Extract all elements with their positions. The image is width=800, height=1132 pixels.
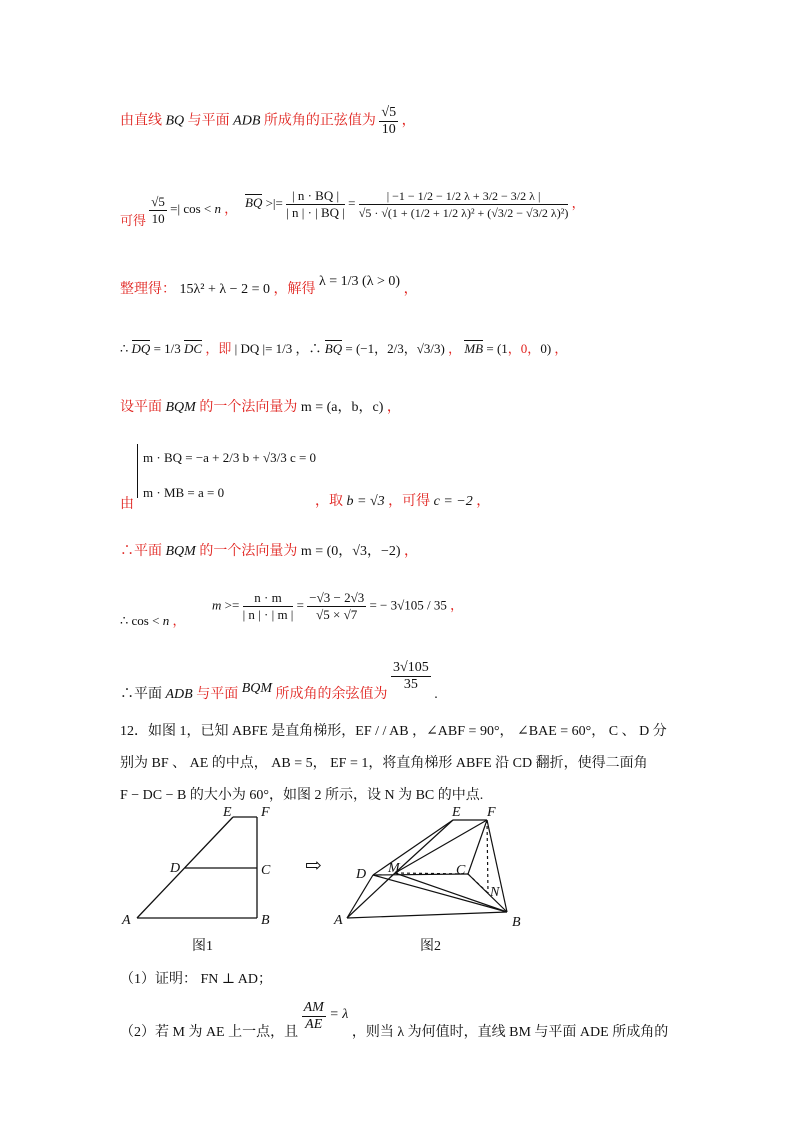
fig1-label-a: A xyxy=(122,913,131,928)
fig1-label-b: B xyxy=(261,913,270,928)
fig1-label-e: E xyxy=(223,805,232,820)
vector: m = (0，√3，−2) xyxy=(300,544,401,559)
text: 可得 xyxy=(120,213,147,229)
line-system xyxy=(120,493,134,513)
fig1-caption: 图1 xyxy=(192,939,213,954)
problem-line-3: F − DC − B 的大小为 60°，如图 2 所示，设 N 为 BC 的中点. xyxy=(120,788,484,803)
equation: m · MB = a = 0 xyxy=(143,485,225,500)
numerator: √5 xyxy=(151,194,165,209)
figure-1 xyxy=(137,817,257,918)
numerator: n · m xyxy=(243,590,294,607)
fig2-label-m: M xyxy=(388,861,400,876)
system-row-1 xyxy=(143,450,316,466)
denominator: 10 xyxy=(151,211,165,226)
denominator: 35 xyxy=(403,677,418,692)
vec-bq: BQ xyxy=(324,341,343,356)
text: = λ xyxy=(329,1006,349,1022)
denominator: | n | · | m | xyxy=(242,607,294,622)
arrow-icon: ⇨ xyxy=(305,855,322,877)
text: ， xyxy=(571,195,585,211)
fig2-label-b: B xyxy=(512,915,521,930)
fig2-label-d: D xyxy=(356,867,367,882)
var-adb: ADB xyxy=(165,686,193,702)
vec-dq: DQ xyxy=(131,341,151,356)
fig2-label-f: F xyxy=(487,805,496,820)
fig1-label-c: C xyxy=(261,863,271,878)
numerator: | −1 − 1/2 − 1/2 λ + 3/2 − 3/2 λ | xyxy=(359,188,569,205)
line-cos-result xyxy=(120,588,186,628)
problem-line-2: 别为 BF 、 AE 的中点， AB = 5， EF = 1，将直角梯形 ABFE 沿 CD 翻折，使得二面角 xyxy=(120,756,648,771)
var-n: n xyxy=(162,613,170,628)
var-bqm: BQM xyxy=(241,680,273,696)
text: ， xyxy=(386,400,401,415)
big-fraction xyxy=(359,188,569,221)
line-simplify xyxy=(120,274,418,298)
line-cos-equation-right: BQ >|= $\frac{| n \cdot BQ |}{| n | \cdot | BQ |}$ = $\frac{| -1 - 1/2 - 1/2 \lambda + 3/2 - 3/2 \lambda |}{\text{√5 · √(1 + (1/2 + 1/2 λ)² + (√3/2 − √3/2 λ)²)}}$ ， xyxy=(245,188,585,220)
line-cos-result-right: m >= $\frac{n \cdot m}{| n | \cdot | m |}$ = $\frac{-√3 - 2√3}{√5 \times √7}$ = − 3√105 / 35 ， xyxy=(212,590,464,622)
text: = − 3√105 / 35 xyxy=(369,597,447,613)
text: 整理得： xyxy=(120,282,176,297)
text: 由直线 xyxy=(120,113,162,129)
therefore: ∴ xyxy=(120,341,129,356)
text: ，∴ xyxy=(295,341,322,356)
question-1: （1）证明： FN ⊥ AD； xyxy=(120,972,273,987)
text: = (1 xyxy=(486,341,508,356)
text: ∴平面 xyxy=(120,544,162,559)
line-vectors xyxy=(120,338,567,357)
vec-dc: DC xyxy=(184,341,203,356)
fig2-label-a: A xyxy=(334,913,343,928)
text: 设平面 xyxy=(120,400,162,415)
text: 的一个法向量为 xyxy=(199,400,298,415)
fig2-label-c: C xyxy=(456,863,466,878)
text: >|= xyxy=(265,195,283,211)
fig1-label-f: F xyxy=(261,805,270,820)
figure-diagrams xyxy=(110,800,540,960)
text: ， xyxy=(403,282,418,297)
var-m: m xyxy=(212,597,222,613)
vector: m = (a，b，c) xyxy=(300,400,384,415)
denominator: AE xyxy=(305,1017,323,1032)
denominator: | n | · | BQ | xyxy=(286,205,345,220)
line-system-right xyxy=(315,490,490,510)
value-b: b = √3 xyxy=(346,494,385,509)
value-c: c = −2 xyxy=(433,494,473,509)
fig1-label-d: D xyxy=(170,861,181,876)
text: 所成角的余弦值为 xyxy=(275,686,388,702)
system-row-2 xyxy=(143,485,224,501)
text: ，0， xyxy=(507,341,541,356)
text: ， xyxy=(224,201,238,217)
numerator: √5 xyxy=(381,105,397,120)
denominator: √5 × √7 xyxy=(316,607,358,622)
fraction xyxy=(149,194,167,227)
vec-bq: BQ xyxy=(245,195,263,211)
text: ， xyxy=(404,544,419,559)
equation: 15λ² + λ − 2 = 0 xyxy=(179,282,270,297)
text: . xyxy=(434,686,438,702)
text: ， xyxy=(450,597,464,613)
text: ， xyxy=(554,341,568,356)
text: ， xyxy=(172,613,186,628)
line-normal-vector xyxy=(120,396,401,416)
text: | DQ |= 1/3 xyxy=(234,341,293,356)
fraction xyxy=(307,590,366,623)
equation: m · BQ = −a + 2/3 b + √3/3 c = 0 xyxy=(143,450,317,465)
denominator: √5 · √(1 + (1/2 + 1/2 λ)² + (√3/2 − √3/2 λ)²) xyxy=(358,206,569,220)
fig2-caption: 图2 xyxy=(420,939,441,954)
text: ，取 xyxy=(315,494,343,509)
text: ，可得 xyxy=(388,494,431,509)
line-sine-value xyxy=(120,105,416,138)
text: = 1/3 xyxy=(153,341,181,356)
fraction xyxy=(391,660,431,693)
text: ， xyxy=(476,494,491,509)
text: 与平面 xyxy=(187,113,230,129)
text: ，即 xyxy=(205,341,232,356)
fraction xyxy=(302,1000,326,1033)
text: ∴ cos < xyxy=(120,613,160,628)
numerator: | n · BQ | xyxy=(286,188,345,205)
text: =| cos < xyxy=(170,201,212,217)
fraction xyxy=(379,105,398,138)
text: （2）若 M 为 AE 上一点，且 xyxy=(120,1024,299,1040)
var-adb: ADB xyxy=(233,113,261,129)
fig2-label-n: N xyxy=(490,885,500,900)
var-n: n xyxy=(214,201,222,217)
text: >= xyxy=(224,597,240,613)
numerator: −√3 − 2√3 xyxy=(309,590,365,605)
var-bqm: BQM xyxy=(165,400,196,415)
vec-mb: MB xyxy=(464,341,484,356)
numerator: 3√105 xyxy=(393,660,429,675)
text: ， xyxy=(448,341,462,356)
line-cos-conclusion xyxy=(120,660,438,702)
solution: λ = 1/3 (λ > 0) xyxy=(318,274,401,289)
denominator: 10 xyxy=(381,122,396,137)
problem-line-1: 12．如图 1，已知 ABFE 是直角梯形，EF / / AB ，∠ABF = 90°， ∠BAE = 60°， C 、 D 分 xyxy=(120,724,667,739)
fraction xyxy=(286,188,345,221)
text: = (−1，2/3，√3/3) xyxy=(345,341,445,356)
text: 0) xyxy=(540,341,552,356)
text: ，解得 xyxy=(273,282,316,297)
line-cos-equation xyxy=(120,180,238,229)
fig2-label-e: E xyxy=(452,805,461,820)
var-bqm: BQM xyxy=(165,544,196,559)
question-2 xyxy=(120,1000,669,1040)
text: 的一个法向量为 xyxy=(199,544,298,559)
text: ∴平面 xyxy=(120,686,162,702)
system-brace xyxy=(137,444,138,498)
var-bq: BQ xyxy=(165,113,185,129)
text: ，则当 λ 为何值时，直线 BM 与平面 ADE 所成角的 xyxy=(351,1024,669,1040)
text: 由 xyxy=(120,497,134,512)
text: 所成角的正弦值为 xyxy=(263,113,376,129)
numerator: AM xyxy=(303,1000,324,1015)
figure-2 xyxy=(347,820,507,918)
text: ， xyxy=(401,113,416,129)
fraction xyxy=(243,590,294,623)
text: 与平面 xyxy=(196,686,239,702)
line-normal-result xyxy=(120,540,418,560)
